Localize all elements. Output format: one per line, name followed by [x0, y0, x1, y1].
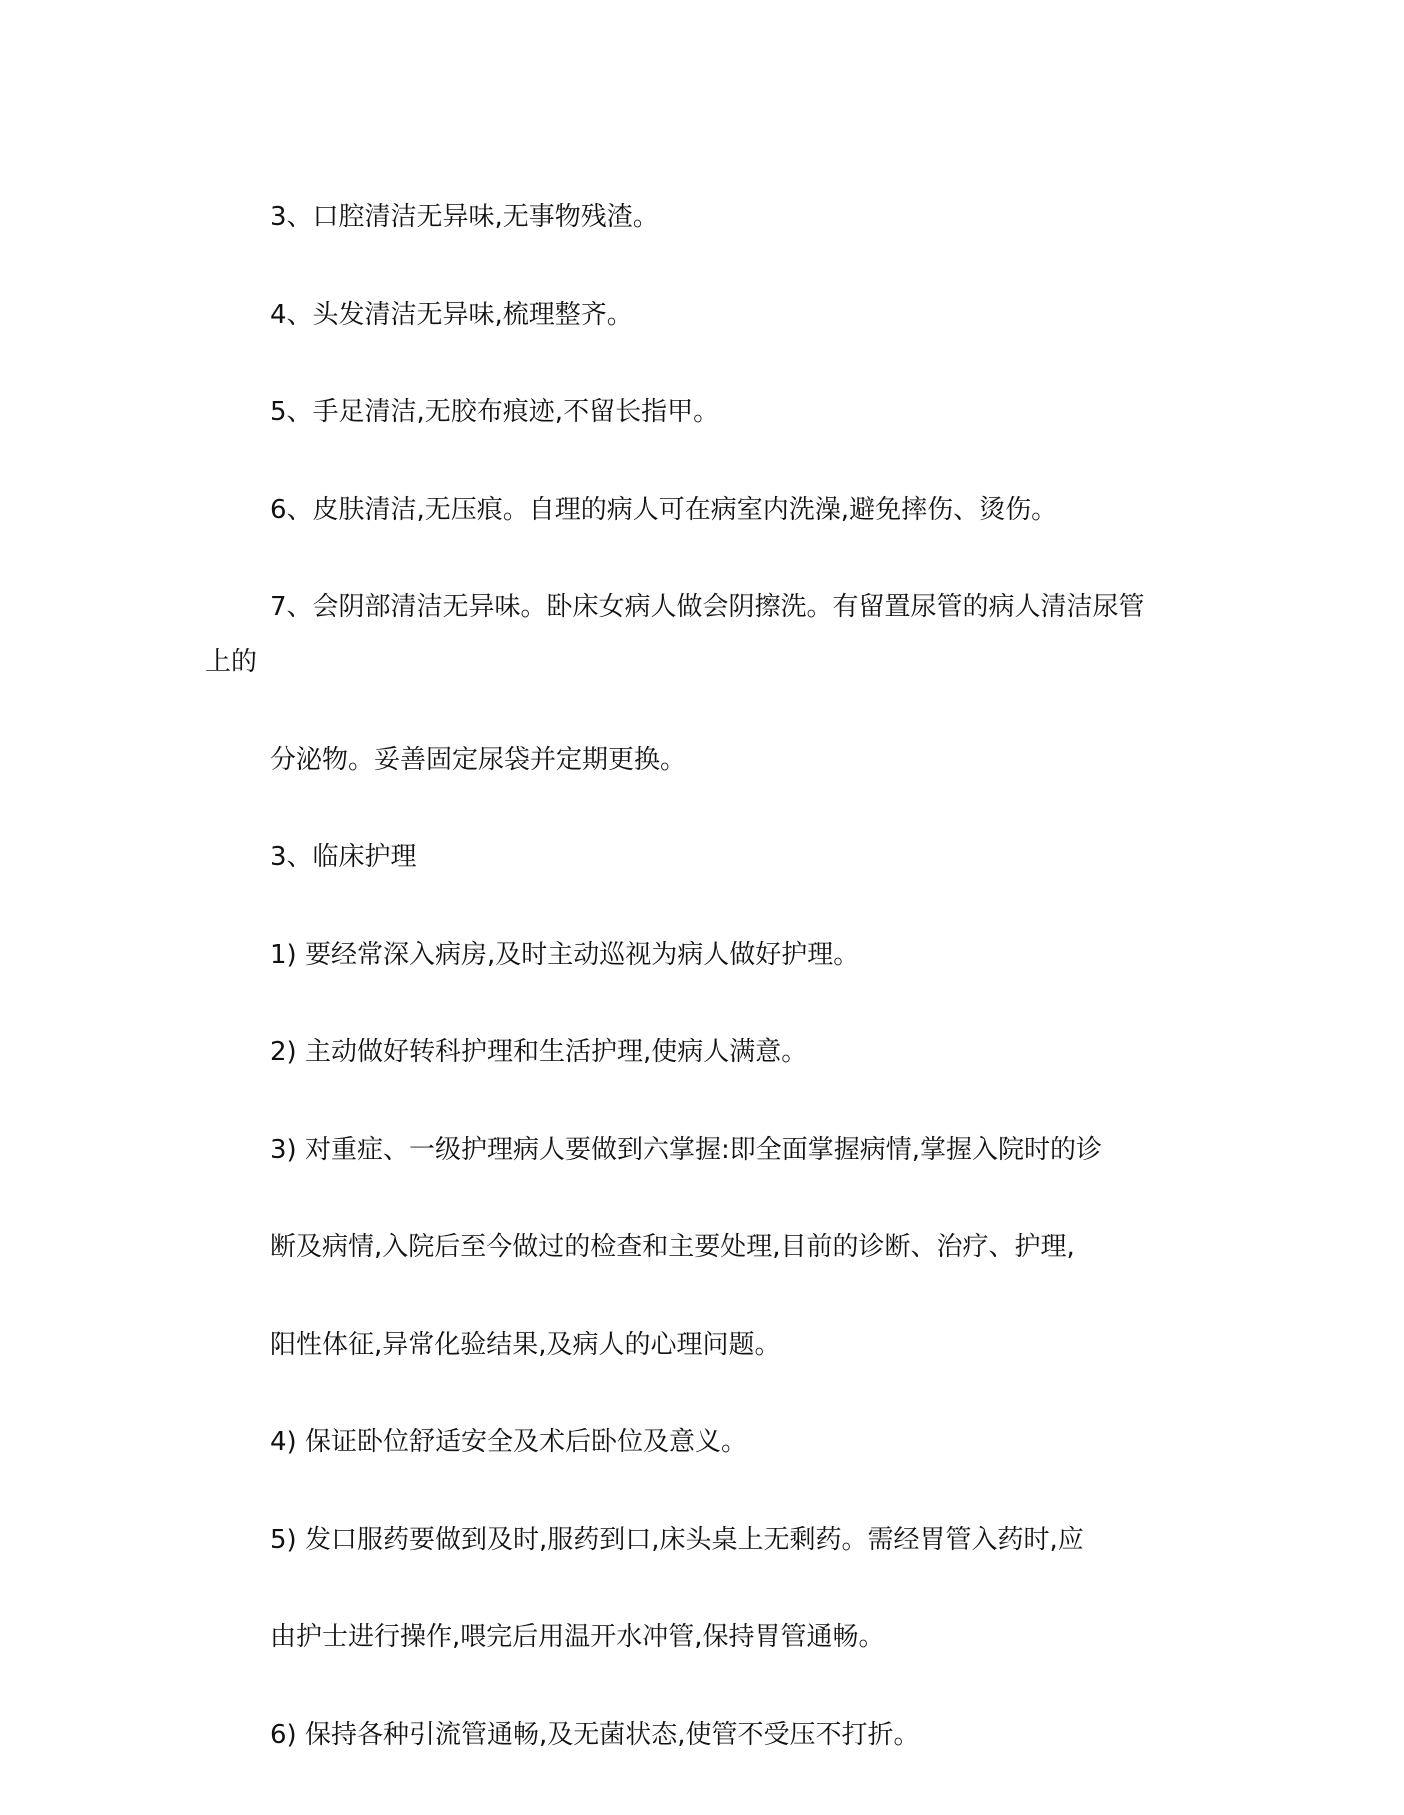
list-item-transfer-care: 2) 主动做好转科护理和生活护理,使病人满意。: [270, 1037, 808, 1067]
paragraph-hand-foot-hygiene: 5、手足清洁,无胶布痕迹,不留长指甲。: [270, 397, 720, 427]
paragraph-catheter-bag: 分泌物。妥善固定尿袋并定期更换。: [270, 745, 687, 775]
list-item-six-mastery-cont-2: 阳性体征,异常化验结果,及病人的心理问题。: [270, 1330, 781, 1360]
list-item-oral-medication-cont: 由护士进行操作,喂完后用温开水冲管,保持胃管通畅。: [270, 1622, 885, 1652]
paragraph-perineal-hygiene-cont: 上的: [205, 647, 258, 677]
list-item-oral-medication: 5) 发口服药要做到及时,服药到口,床头桌上无剩药。需经胃管入药时,应: [270, 1525, 1084, 1555]
list-item-six-mastery: 3) 对重症、一级护理病人要做到六掌握:即全面掌握病情,掌握入院时的诊: [270, 1135, 1102, 1165]
paragraph-skin-hygiene: 6、皮肤清洁,无压痕。自理的病人可在病室内洗澡,避免摔伤、烫伤。: [270, 495, 1058, 525]
list-item-drainage-tubes: 6) 保持各种引流管通畅,及无菌状态,使管不受压不打折。: [270, 1720, 920, 1750]
paragraph-oral-hygiene: 3、口腔清洁无异味,无事物残渣。: [270, 202, 659, 232]
list-item-positioning: 4) 保证卧位舒适安全及术后卧位及意义。: [270, 1427, 747, 1457]
section-heading-clinical-care: 3、临床护理: [270, 842, 417, 872]
list-item-six-mastery-cont-1: 断及病情,入院后至今做过的检查和主要处理,目前的诊断、治疗、护理,: [270, 1232, 1075, 1262]
list-item-ward-rounds: 1) 要经常深入病房,及时主动巡视为病人做好护理。: [270, 940, 860, 970]
paragraph-perineal-hygiene: 7、会阴部清洁无异味。卧床女病人做会阴擦洗。有留置尿管的病人清洁尿管: [270, 592, 1145, 622]
paragraph-hair-hygiene: 4、头发清洁无异味,梳理整齐。: [270, 300, 633, 330]
